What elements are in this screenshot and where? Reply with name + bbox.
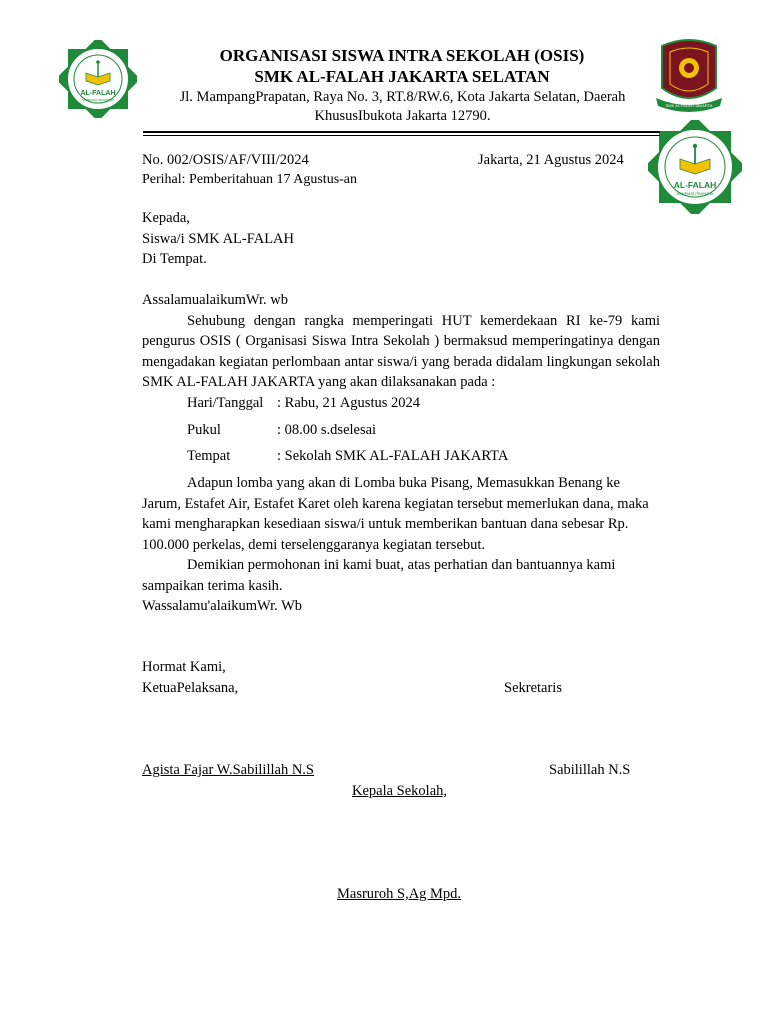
org-name: ORGANISASI SISWA INTRA SEKOLAH (OSIS) — [219, 46, 585, 65]
address-line-1: Jl. MampangPrapatan, Raya No. 3, RT.8/RW.6, Kota Jakarta Selatan, Daerah — [179, 89, 626, 105]
address-line-2: KhususIbukota Jakarta 12790. — [314, 108, 491, 124]
recipient-line-2: Siswa/i SMK AL-FALAH — [142, 230, 294, 247]
principal-name: Masruroh S,Ag Mpd. — [337, 886, 462, 902]
secretary-title: Sekretaris — [504, 680, 562, 696]
left-logo-subtext: MAMPANG PRAPATAN — [82, 98, 114, 102]
recipient-block — [142, 208, 294, 270]
header-rule-thick — [143, 131, 660, 133]
letter-body-2 — [142, 473, 660, 617]
paragraph-activities: Adapun lomba yang akan di Lomba buka Pisang, Memasukkan Benang ke Jarum, Estafet Air, Estafet Karet oleh karena kegiatan tersebut memerlukan dana, maka kami mengharapkan kesediaan siswa/i untuk memberikan bantuan dana sebesar Rp. 100.000 perkelas, demi terselenggaranya kegiatan tersebut. — [142, 475, 649, 553]
letter-number: No. 002/OSIS/AF/VIII/2024 — [142, 152, 309, 168]
school-address — [150, 88, 655, 126]
closing-greeting: Wassalamu'alaikumWr. Wb — [142, 598, 303, 614]
right-logo-subtext: MAMPANG PRAPATAN — [676, 192, 714, 196]
chair-name: Agista Fajar W.Sabilillah N.S — [142, 762, 314, 778]
paragraph-intro: Sehubung dengan rangka memperingati HUT kemerdekaan RI ke-79 kami pengurus OSIS ( Organisasi Siswa Intra Sekolah ) bermaksud memperingatinya dengan mengadakan kegiatan perlombaan antar siswa/i yang berada didalam lingkungan sekolah SMK AL-FALAH JAKARTA yang akan dilaksanakan pada : — [142, 312, 660, 390]
letter-body — [142, 290, 660, 393]
letter-subject: Perihal: Pemberitahuan 17 Agustus-an — [142, 172, 358, 187]
school-logo-right — [648, 120, 742, 214]
chair-title: KetuaPelaksana, — [142, 680, 239, 696]
detail-value-time: : 08.00 s.dselesai — [277, 422, 377, 438]
regards: Hormat Kami, — [142, 659, 226, 675]
school-logo-left — [59, 40, 137, 118]
badge-ribbon-text: SMK AL FALAH JAKARTA — [665, 103, 713, 108]
greeting: AssalamualaikumWr. wb — [142, 292, 288, 308]
school-name: SMK AL-FALAH JAKARTA SELATAN — [254, 67, 550, 86]
detail-value-place: : Sekolah SMK AL-FALAH JAKARTA — [277, 448, 509, 464]
secretary-name: Sabilillah N.S — [549, 762, 631, 778]
detail-label-time: Pukul — [187, 422, 221, 438]
recipient-line-1: Kepada, — [142, 210, 190, 226]
letter-place-date: Jakarta, 21 Agustus 2024 — [478, 152, 624, 168]
left-logo-text: AL-FALAH — [80, 90, 116, 97]
paragraph-closing: Demikian permohonan ini kami buat, atas perhatian dan bantuannya kami sampaikan terima kasih. — [142, 557, 616, 594]
right-logo-text: AL-FALAH — [673, 180, 717, 190]
header-rule-thin — [143, 135, 660, 136]
detail-label-place: Tempat — [187, 448, 231, 464]
recipient-line-3: Di Tempat. — [142, 251, 207, 267]
detail-label-date: Hari/Tanggal — [187, 395, 264, 411]
principal-title: Kepala Sekolah, — [352, 783, 448, 799]
detail-value-date: : Rabu, 21 Agustus 2024 — [277, 395, 420, 411]
